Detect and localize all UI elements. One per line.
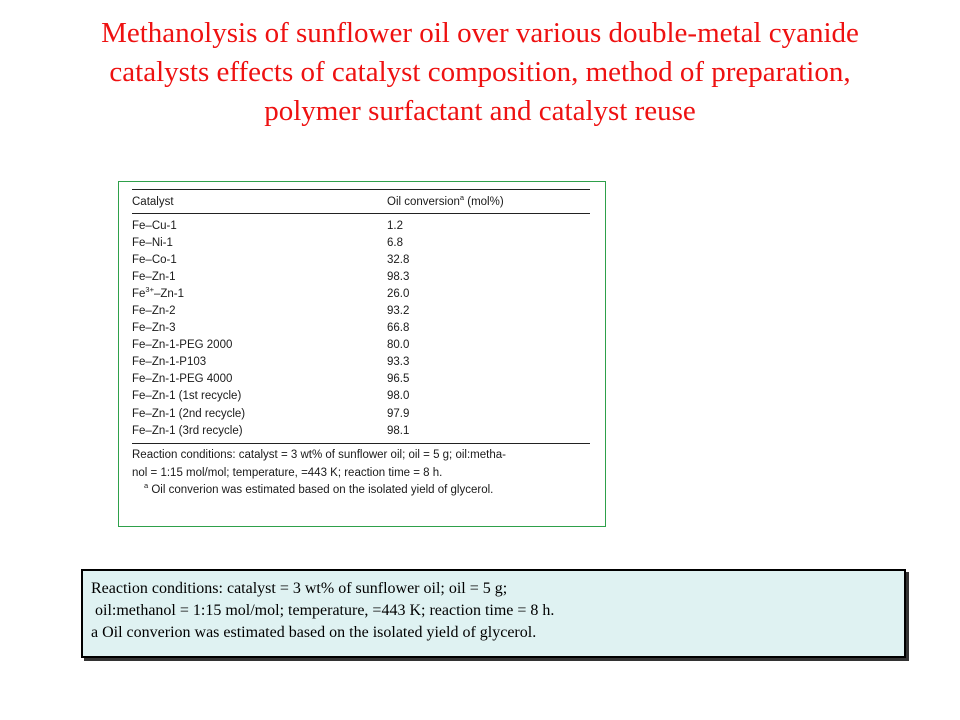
conversion-cell: 96.5 [387,373,410,386]
catalyst-name: Fe–Zn-1-PEG 2000 [132,339,233,352]
table-row [132,234,590,251]
catalyst-cell [132,356,387,368]
catalyst-cell [132,390,387,402]
title-line-3: polymer surfactant and catalyst reuse [264,95,696,127]
catalyst-cell [132,339,387,351]
catalyst-cell [132,220,387,232]
table-row [132,405,590,422]
catalyst-cell [132,408,387,420]
catalyst-name: Fe–Zn-1 [132,270,176,283]
catalyst-name: Fe–Zn-3 [132,322,176,335]
conversion-cell: 6.8 [387,236,403,249]
catalyst-cell [132,237,387,249]
table-footer-line-1: Reaction conditions: catalyst = 3 wt% of sunflower oil; oil = 5 g; oil:metha- [132,449,506,462]
table-row [132,217,590,234]
reaction-conditions-box [81,569,906,658]
conversion-cell: 26.0 [387,287,410,300]
catalyst-cell [132,284,387,300]
conversion-cell: 66.8 [387,322,410,335]
table-image [118,181,606,527]
catalyst-cell [132,373,387,385]
catalyst-cell [132,305,387,317]
catalyst-prefix: Fe [132,287,146,300]
catalyst-name: Fe–Zn-2 [132,305,176,318]
table-body [132,214,590,443]
header-conversion-unit: (mol%) [464,196,504,208]
conversion-cell: 97.9 [387,407,410,420]
conversion-cell: 98.1 [387,424,410,437]
catalyst-charge: 3+ [145,284,154,294]
note-line-1: Reaction conditions: catalyst = 3 wt% of sunflower oil; oil = 5 g; [91,580,508,597]
catalyst-cell [132,425,387,437]
catalyst-cell [132,322,387,334]
note-line-3: a Oil converion was estimated based on the isolated yield of glycerol. [91,624,537,641]
table-row [132,320,590,337]
title-line-2: catalysts effects of catalyst composition, method of preparation, [109,56,851,88]
data-table [132,189,590,500]
table-row [132,268,590,285]
catalyst-cell [132,254,387,266]
table-row [132,302,590,319]
conversion-cell: 98.3 [387,270,410,283]
conversion-cell: 80.0 [387,339,410,352]
table-footnote [132,482,590,500]
catalyst-name: Fe–Cu-1 [132,219,177,232]
header-catalyst: Catalyst [132,196,174,208]
table-top-rule [132,189,590,190]
catalyst-name: Fe–Zn-1 (3rd recycle) [132,424,243,437]
title-line-1: Methanolysis of sunflower oil over various double-metal cyanide [101,17,859,49]
table-row [132,388,590,405]
catalyst-name: Fe–Zn-1 (2nd recycle) [132,407,246,420]
conversion-cell: 93.2 [387,305,410,318]
catalyst-name: –Zn-1 [153,287,185,300]
table-row [132,285,590,302]
note-line-2: oil:methanol = 1:15 mol/mol; temperature, =443 K; reaction time = 8 h. [91,602,555,619]
table-footnote-mark: a [144,481,149,491]
conversion-cell: 93.3 [387,356,410,369]
catalyst-name: Fe–Zn-1-PEG 4000 [132,373,233,386]
slide-title [20,14,940,131]
conversion-cell: 1.2 [387,219,403,232]
conversion-cell: 32.8 [387,253,410,266]
table-row [132,337,590,354]
header-conversion-footnote-mark: a [459,193,465,202]
table-row [132,371,590,388]
table-row [132,422,590,439]
catalyst-name: Fe–Zn-1 (1st recycle) [132,390,242,403]
table-footer-line-2: nol = 1:15 mol/mol; temperature, =443 K; reaction time = 8 h. [132,466,443,479]
table-header [132,191,590,213]
catalyst-name: Fe–Ni-1 [132,236,173,249]
catalyst-name: Fe–Co-1 [132,253,177,266]
table-row [132,251,590,268]
table-footnote-text: Oil converion was estimated based on the isolated yield of glycerol. [148,484,494,497]
catalyst-cell [132,271,387,283]
table-footer [132,444,590,500]
header-conversion-label: Oil conversion [387,196,460,208]
catalyst-name: Fe–Zn-1-P103 [132,356,207,369]
conversion-cell: 98.0 [387,390,410,403]
table-row [132,354,590,371]
header-conversion [387,193,590,208]
